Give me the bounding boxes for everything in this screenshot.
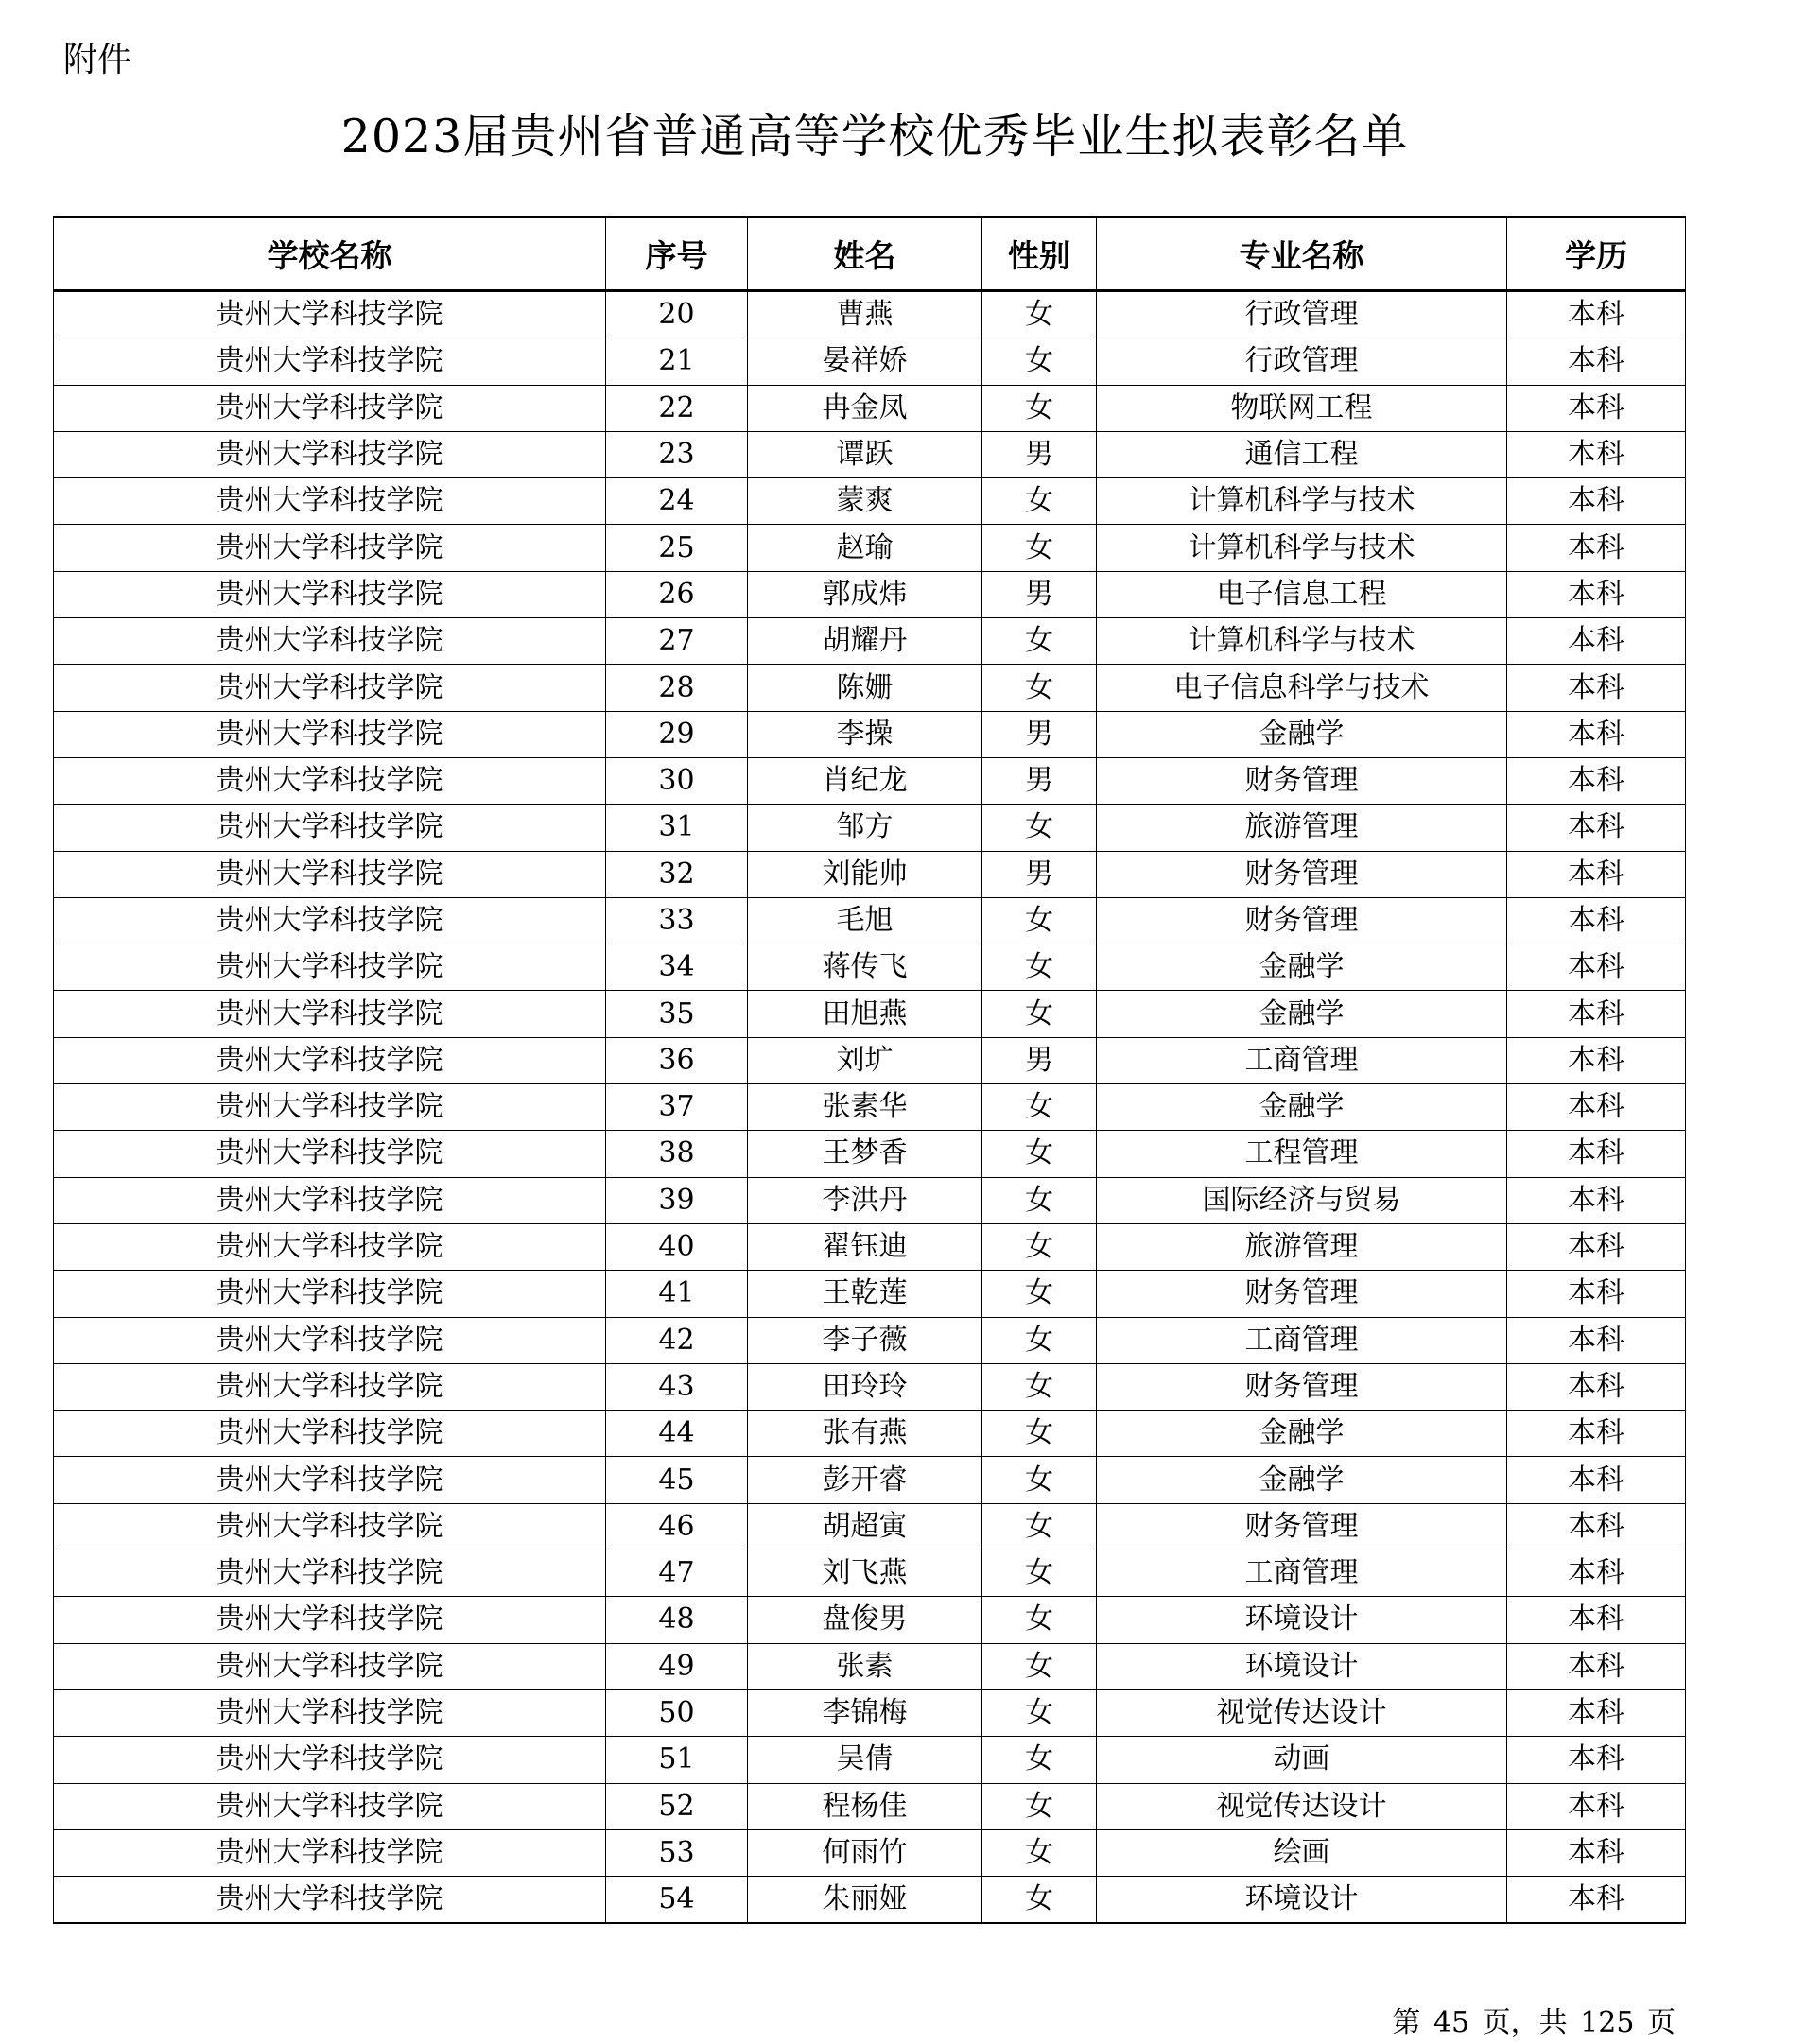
cell-school: 贵州大学科技学院 [54, 944, 606, 991]
table-row [54, 1689, 1686, 1736]
cell-school: 贵州大学科技学院 [54, 1037, 606, 1083]
cell-name: 田玲玲 [748, 1363, 982, 1410]
cell-gender: 女 [982, 1503, 1097, 1550]
page-footer: 第 45 页，共 125 页 [1392, 2006, 1676, 2039]
cell-major: 金融学 [1097, 711, 1507, 757]
cell-school: 贵州大学科技学院 [54, 1271, 606, 1317]
cell-major: 财务管理 [1097, 1503, 1507, 1550]
cell-degree: 本科 [1507, 851, 1686, 897]
cell-gender: 女 [982, 385, 1097, 431]
cell-major: 工商管理 [1097, 1550, 1507, 1597]
cell-name: 谭跃 [748, 431, 982, 477]
header-name: 姓名 [748, 217, 982, 291]
cell-seq: 38 [606, 1131, 748, 1177]
cell-school: 贵州大学科技学院 [54, 1411, 606, 1457]
cell-gender: 女 [982, 1643, 1097, 1689]
cell-name: 刘圹 [748, 1037, 982, 1083]
cell-seq: 37 [606, 1084, 748, 1131]
cell-gender: 女 [982, 291, 1097, 338]
cell-name: 陈姗 [748, 665, 982, 711]
cell-school: 贵州大学科技学院 [54, 1363, 606, 1410]
cell-major: 动画 [1097, 1737, 1507, 1783]
table-row [54, 851, 1686, 897]
table-row [54, 1317, 1686, 1363]
cell-gender: 女 [982, 1737, 1097, 1783]
cell-major: 视觉传达设计 [1097, 1689, 1507, 1736]
header-school: 学校名称 [54, 217, 606, 291]
attachment-label: 附件 [63, 41, 132, 79]
cell-seq: 42 [606, 1317, 748, 1363]
cell-name: 郭成炜 [748, 571, 982, 617]
cell-seq: 26 [606, 571, 748, 617]
cell-school: 贵州大学科技学院 [54, 1317, 606, 1363]
cell-seq: 24 [606, 478, 748, 525]
cell-degree: 本科 [1507, 431, 1686, 477]
cell-degree: 本科 [1507, 385, 1686, 431]
table-row [54, 665, 1686, 711]
cell-seq: 39 [606, 1177, 748, 1223]
cell-gender: 女 [982, 1597, 1097, 1643]
cell-degree: 本科 [1507, 1643, 1686, 1689]
table-row [54, 1503, 1686, 1550]
cell-seq: 29 [606, 711, 748, 757]
cell-major: 金融学 [1097, 991, 1507, 1037]
cell-gender: 男 [982, 1037, 1097, 1083]
cell-name: 胡耀丹 [748, 618, 982, 665]
cell-degree: 本科 [1507, 1829, 1686, 1876]
table-row [54, 1457, 1686, 1503]
cell-seq: 50 [606, 1689, 748, 1736]
table-row [54, 291, 1686, 338]
cell-degree: 本科 [1507, 1457, 1686, 1503]
cell-school: 贵州大学科技学院 [54, 431, 606, 477]
cell-degree: 本科 [1507, 618, 1686, 665]
cell-name: 程杨佳 [748, 1783, 982, 1829]
cell-degree: 本科 [1507, 897, 1686, 944]
cell-major: 计算机科学与技术 [1097, 478, 1507, 525]
cell-degree: 本科 [1507, 1783, 1686, 1829]
table-row [54, 805, 1686, 851]
cell-degree: 本科 [1507, 991, 1686, 1037]
cell-name: 王梦香 [748, 1131, 982, 1177]
cell-name: 邹方 [748, 805, 982, 851]
table-row [54, 338, 1686, 385]
cell-school: 贵州大学科技学院 [54, 385, 606, 431]
cell-name: 蒙爽 [748, 478, 982, 525]
cell-major: 电子信息工程 [1097, 571, 1507, 617]
cell-degree: 本科 [1507, 1597, 1686, 1643]
cell-major: 财务管理 [1097, 1271, 1507, 1317]
table-row [54, 1223, 1686, 1270]
cell-degree: 本科 [1507, 1411, 1686, 1457]
cell-name: 胡超寅 [748, 1503, 982, 1550]
cell-major: 行政管理 [1097, 291, 1507, 338]
header-seq: 序号 [606, 217, 748, 291]
cell-name: 张素华 [748, 1084, 982, 1131]
cell-gender: 女 [982, 338, 1097, 385]
cell-major: 国际经济与贸易 [1097, 1177, 1507, 1223]
cell-gender: 女 [982, 1317, 1097, 1363]
cell-major: 工商管理 [1097, 1317, 1507, 1363]
cell-degree: 本科 [1507, 1877, 1686, 1924]
document-title: 2023届贵州省普通高等学校优秀毕业生拟表彰名单 [340, 110, 1409, 164]
cell-degree: 本科 [1507, 1177, 1686, 1223]
cell-major: 财务管理 [1097, 851, 1507, 897]
cell-major: 旅游管理 [1097, 1223, 1507, 1270]
cell-gender: 女 [982, 478, 1097, 525]
cell-degree: 本科 [1507, 1737, 1686, 1783]
cell-school: 贵州大学科技学院 [54, 1829, 606, 1876]
cell-gender: 男 [982, 431, 1097, 477]
cell-seq: 33 [606, 897, 748, 944]
cell-name: 晏祥娇 [748, 338, 982, 385]
cell-degree: 本科 [1507, 525, 1686, 571]
table-row [54, 618, 1686, 665]
cell-seq: 40 [606, 1223, 748, 1270]
cell-seq: 45 [606, 1457, 748, 1503]
table-row [54, 757, 1686, 804]
cell-seq: 25 [606, 525, 748, 571]
table-header [54, 217, 1686, 291]
cell-major: 绘画 [1097, 1829, 1507, 1876]
cell-school: 贵州大学科技学院 [54, 1737, 606, 1783]
cell-major: 财务管理 [1097, 757, 1507, 804]
cell-gender: 女 [982, 1550, 1097, 1597]
cell-name: 曹燕 [748, 291, 982, 338]
table-body [54, 291, 1686, 1924]
cell-name: 张有燕 [748, 1411, 982, 1457]
cell-gender: 女 [982, 1877, 1097, 1924]
cell-name: 赵瑜 [748, 525, 982, 571]
table-row [54, 1597, 1686, 1643]
table-row [54, 571, 1686, 617]
cell-school: 贵州大学科技学院 [54, 711, 606, 757]
cell-gender: 女 [982, 1689, 1097, 1736]
cell-seq: 47 [606, 1550, 748, 1597]
cell-major: 计算机科学与技术 [1097, 618, 1507, 665]
cell-major: 环境设计 [1097, 1877, 1507, 1924]
cell-school: 贵州大学科技学院 [54, 1457, 606, 1503]
cell-degree: 本科 [1507, 1503, 1686, 1550]
cell-name: 刘能帅 [748, 851, 982, 897]
cell-degree: 本科 [1507, 1271, 1686, 1317]
cell-major: 金融学 [1097, 944, 1507, 991]
table-row [54, 1783, 1686, 1829]
cell-gender: 女 [982, 897, 1097, 944]
cell-name: 李洪丹 [748, 1177, 982, 1223]
cell-school: 贵州大学科技学院 [54, 851, 606, 897]
cell-gender: 男 [982, 571, 1097, 617]
cell-major: 物联网工程 [1097, 385, 1507, 431]
cell-degree: 本科 [1507, 1550, 1686, 1597]
cell-major: 视觉传达设计 [1097, 1783, 1507, 1829]
cell-degree: 本科 [1507, 1223, 1686, 1270]
cell-school: 贵州大学科技学院 [54, 665, 606, 711]
table-row [54, 1131, 1686, 1177]
table-row [54, 1363, 1686, 1410]
table-row [54, 1037, 1686, 1083]
cell-school: 贵州大学科技学院 [54, 338, 606, 385]
cell-gender: 男 [982, 757, 1097, 804]
cell-seq: 54 [606, 1877, 748, 1924]
table-row [54, 711, 1686, 757]
cell-gender: 女 [982, 805, 1097, 851]
cell-major: 通信工程 [1097, 431, 1507, 477]
cell-gender: 女 [982, 1783, 1097, 1829]
cell-gender: 男 [982, 711, 1097, 757]
header-row [54, 217, 1686, 291]
cell-gender: 女 [982, 1457, 1097, 1503]
cell-degree: 本科 [1507, 1131, 1686, 1177]
cell-degree: 本科 [1507, 944, 1686, 991]
table-row [54, 897, 1686, 944]
header-major: 专业名称 [1097, 217, 1507, 291]
table-row [54, 1737, 1686, 1783]
cell-school: 贵州大学科技学院 [54, 1877, 606, 1924]
table-row [54, 1829, 1686, 1876]
cell-school: 贵州大学科技学院 [54, 1783, 606, 1829]
cell-seq: 23 [606, 431, 748, 477]
table-row [54, 1177, 1686, 1223]
table-row [54, 1643, 1686, 1689]
cell-degree: 本科 [1507, 1037, 1686, 1083]
cell-seq: 21 [606, 338, 748, 385]
cell-school: 贵州大学科技学院 [54, 897, 606, 944]
cell-name: 李子薇 [748, 1317, 982, 1363]
cell-major: 旅游管理 [1097, 805, 1507, 851]
cell-seq: 27 [606, 618, 748, 665]
cell-school: 贵州大学科技学院 [54, 1223, 606, 1270]
cell-name: 肖纪龙 [748, 757, 982, 804]
cell-degree: 本科 [1507, 478, 1686, 525]
cell-school: 贵州大学科技学院 [54, 1503, 606, 1550]
cell-seq: 46 [606, 1503, 748, 1550]
cell-school: 贵州大学科技学院 [54, 478, 606, 525]
cell-gender: 女 [982, 991, 1097, 1037]
cell-major: 工商管理 [1097, 1037, 1507, 1083]
cell-name: 张素 [748, 1643, 982, 1689]
table-row [54, 1411, 1686, 1457]
table-row [54, 991, 1686, 1037]
cell-school: 贵州大学科技学院 [54, 291, 606, 338]
cell-major: 财务管理 [1097, 1363, 1507, 1410]
cell-name: 李操 [748, 711, 982, 757]
cell-name: 毛旭 [748, 897, 982, 944]
cell-major: 电子信息科学与技术 [1097, 665, 1507, 711]
table-row [54, 1877, 1686, 1924]
cell-name: 翟钰迪 [748, 1223, 982, 1270]
table-row [54, 525, 1686, 571]
cell-school: 贵州大学科技学院 [54, 1084, 606, 1131]
cell-gender: 女 [982, 1084, 1097, 1131]
cell-school: 贵州大学科技学院 [54, 525, 606, 571]
cell-gender: 女 [982, 1177, 1097, 1223]
cell-school: 贵州大学科技学院 [54, 1643, 606, 1689]
table-row [54, 1550, 1686, 1597]
cell-seq: 36 [606, 1037, 748, 1083]
cell-degree: 本科 [1507, 1084, 1686, 1131]
cell-school: 贵州大学科技学院 [54, 571, 606, 617]
cell-gender: 女 [982, 665, 1097, 711]
table-row [54, 944, 1686, 991]
cell-degree: 本科 [1507, 805, 1686, 851]
cell-seq: 28 [606, 665, 748, 711]
cell-major: 金融学 [1097, 1411, 1507, 1457]
table-row [54, 385, 1686, 431]
cell-seq: 52 [606, 1783, 748, 1829]
cell-school: 贵州大学科技学院 [54, 757, 606, 804]
cell-major: 计算机科学与技术 [1097, 525, 1507, 571]
cell-degree: 本科 [1507, 757, 1686, 804]
cell-name: 刘飞燕 [748, 1550, 982, 1597]
cell-degree: 本科 [1507, 711, 1686, 757]
cell-major: 行政管理 [1097, 338, 1507, 385]
cell-name: 王乾莲 [748, 1271, 982, 1317]
cell-gender: 女 [982, 525, 1097, 571]
cell-seq: 30 [606, 757, 748, 804]
cell-school: 贵州大学科技学院 [54, 805, 606, 851]
cell-seq: 32 [606, 851, 748, 897]
cell-major: 金融学 [1097, 1084, 1507, 1131]
cell-major: 工程管理 [1097, 1131, 1507, 1177]
cell-school: 贵州大学科技学院 [54, 1131, 606, 1177]
cell-major: 环境设计 [1097, 1643, 1507, 1689]
cell-seq: 34 [606, 944, 748, 991]
header-gender: 性别 [982, 217, 1097, 291]
cell-major: 金融学 [1097, 1457, 1507, 1503]
cell-school: 贵州大学科技学院 [54, 1689, 606, 1736]
cell-seq: 48 [606, 1597, 748, 1643]
cell-school: 贵州大学科技学院 [54, 1177, 606, 1223]
table-row [54, 431, 1686, 477]
cell-school: 贵州大学科技学院 [54, 1550, 606, 1597]
cell-major: 财务管理 [1097, 897, 1507, 944]
cell-seq: 43 [606, 1363, 748, 1410]
cell-name: 冉金凤 [748, 385, 982, 431]
cell-name: 蒋传飞 [748, 944, 982, 991]
cell-name: 朱丽娅 [748, 1877, 982, 1924]
cell-degree: 本科 [1507, 571, 1686, 617]
cell-seq: 51 [606, 1737, 748, 1783]
cell-gender: 女 [982, 1829, 1097, 1876]
cell-name: 李锦梅 [748, 1689, 982, 1736]
cell-gender: 男 [982, 851, 1097, 897]
table-row [54, 1084, 1686, 1131]
cell-degree: 本科 [1507, 665, 1686, 711]
cell-school: 贵州大学科技学院 [54, 991, 606, 1037]
cell-degree: 本科 [1507, 1363, 1686, 1410]
table-row [54, 478, 1686, 525]
cell-gender: 女 [982, 618, 1097, 665]
cell-gender: 女 [982, 944, 1097, 991]
cell-degree: 本科 [1507, 291, 1686, 338]
cell-gender: 女 [982, 1411, 1097, 1457]
cell-school: 贵州大学科技学院 [54, 618, 606, 665]
cell-seq: 49 [606, 1643, 748, 1689]
cell-name: 何雨竹 [748, 1829, 982, 1876]
cell-gender: 女 [982, 1363, 1097, 1410]
cell-name: 田旭燕 [748, 991, 982, 1037]
cell-degree: 本科 [1507, 338, 1686, 385]
cell-name: 吴倩 [748, 1737, 982, 1783]
table-row [54, 1271, 1686, 1317]
cell-degree: 本科 [1507, 1689, 1686, 1736]
cell-degree: 本科 [1507, 1317, 1686, 1363]
cell-name: 彭开睿 [748, 1457, 982, 1503]
cell-seq: 31 [606, 805, 748, 851]
cell-seq: 53 [606, 1829, 748, 1876]
cell-seq: 22 [606, 385, 748, 431]
cell-seq: 44 [606, 1411, 748, 1457]
cell-seq: 41 [606, 1271, 748, 1317]
header-degree: 学历 [1507, 217, 1686, 291]
cell-gender: 女 [982, 1271, 1097, 1317]
cell-name: 盘俊男 [748, 1597, 982, 1643]
roster-table [53, 216, 1686, 1924]
cell-major: 环境设计 [1097, 1597, 1507, 1643]
cell-school: 贵州大学科技学院 [54, 1597, 606, 1643]
cell-gender: 女 [982, 1131, 1097, 1177]
cell-seq: 20 [606, 291, 748, 338]
cell-gender: 女 [982, 1223, 1097, 1270]
cell-seq: 35 [606, 991, 748, 1037]
